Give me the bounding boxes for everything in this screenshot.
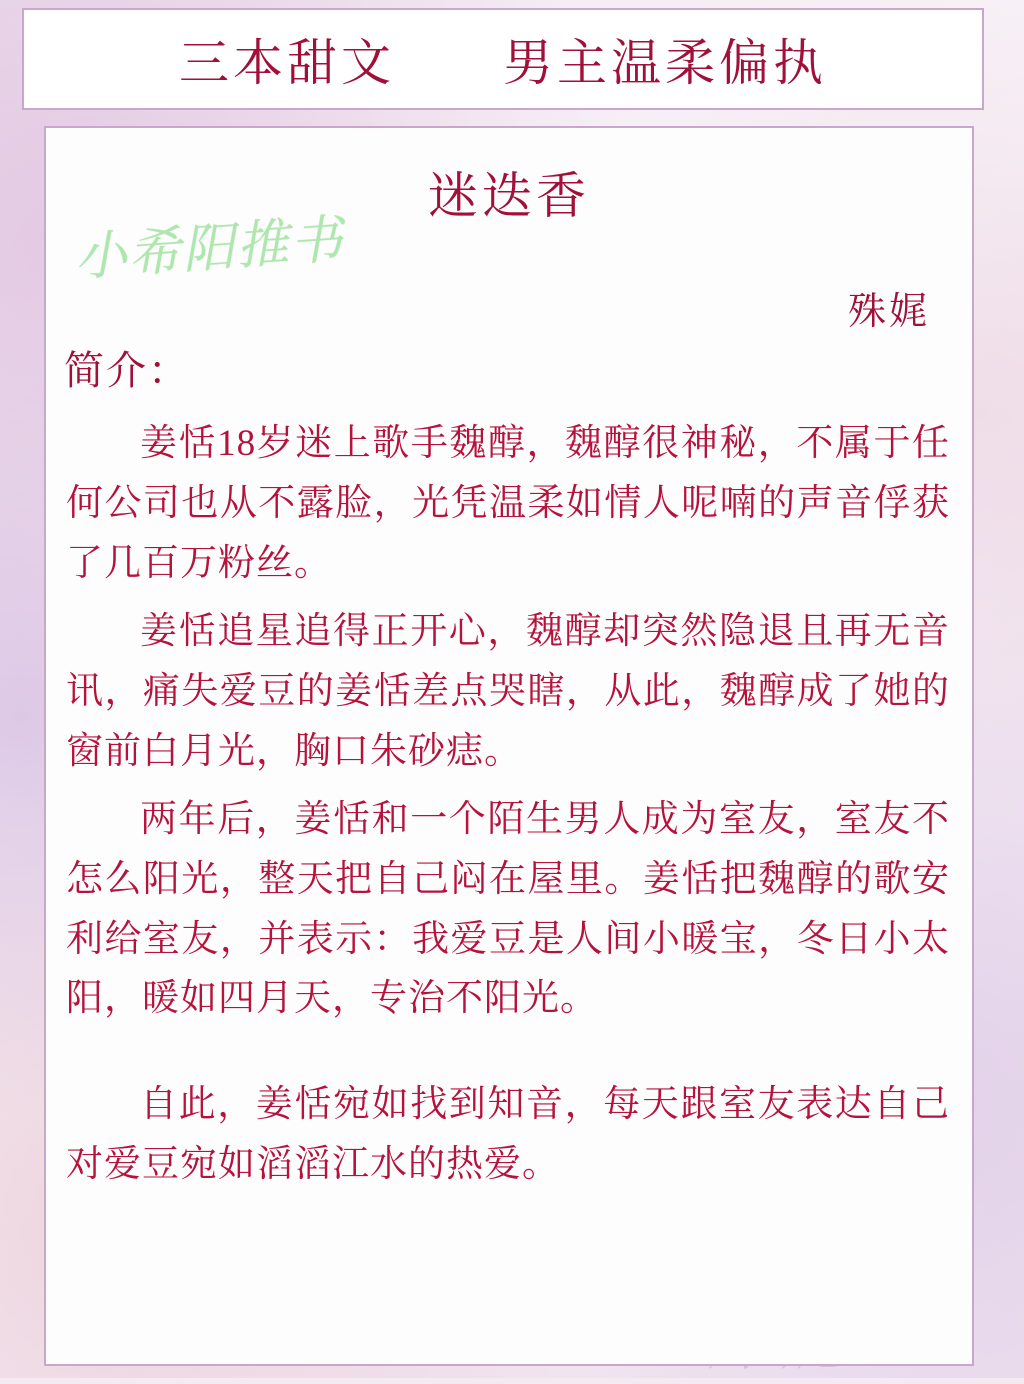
book-card xyxy=(44,126,974,1366)
summary-paragraph: 姜恬18岁迷上歌手魏醇，魏醇很神秘，不属于任何公司也从不露脸，光凭温柔如情人呢喃的声音俘获了几百万粉丝。 xyxy=(66,423,950,584)
banner-right-text: 男主温柔偏执 xyxy=(503,35,827,91)
summary-body xyxy=(66,414,950,1195)
summary-label: 简介： xyxy=(64,348,190,393)
banner-left-text: 三本甜文 xyxy=(179,35,395,91)
summary-paragraph: 自此，姜恬宛如找到知音，每天跟室友表达自己对爱豆宛如滔滔江水的热爱。 xyxy=(66,1084,950,1186)
summary-paragraph: 姜恬追星追得正开心，魏醇却突然隐退且再无音讯，痛失爱豆的姜恬差点哭瞎，从此，魏醇成了她的窗前白月光，胸口朱砂痣。 xyxy=(66,610,950,772)
header-banner xyxy=(22,8,984,110)
summary-paragraph: 两年后，姜恬和一个陌生男人成为室友，室友不怎么阳光，整天把自己闷在屋里。姜恬把魏醇的歌安利给室友，并表示：我爱豆是人间小暖宝，冬日小太阳，暖如四月天，专治不阳光。 xyxy=(66,798,950,1020)
book-author: 殊娓 xyxy=(847,291,930,333)
book-title: 迷迭香 xyxy=(428,168,590,224)
watermark-account-tag: 小希阳推书 xyxy=(72,211,347,288)
